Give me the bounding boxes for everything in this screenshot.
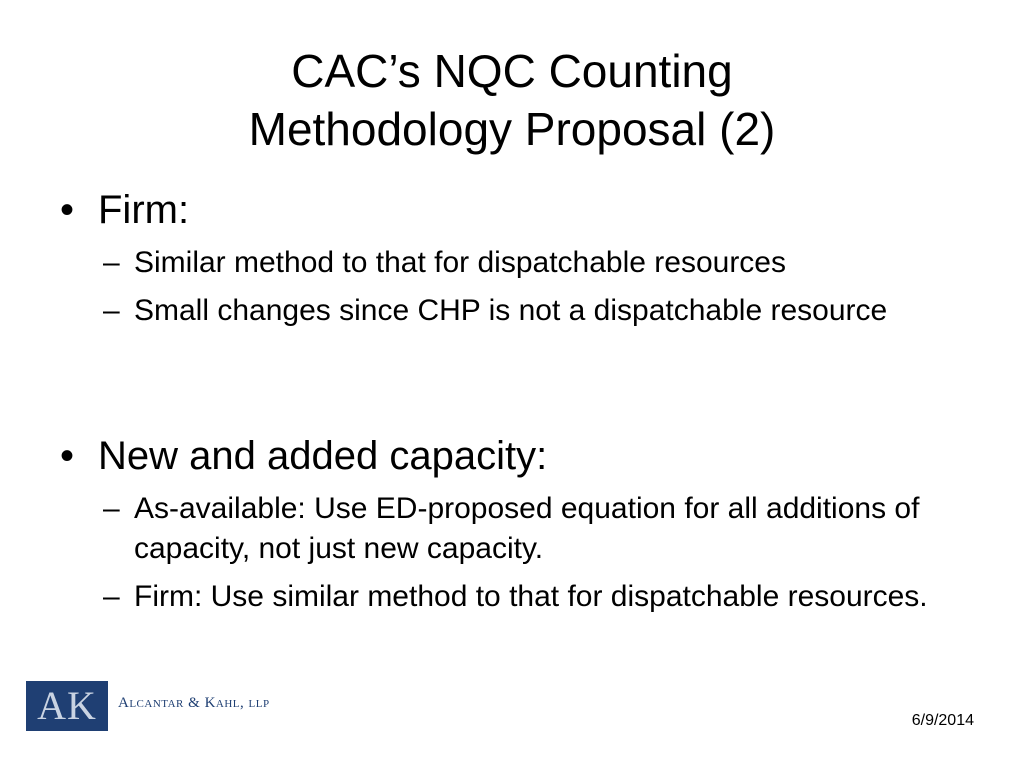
logo-letters: AK	[37, 683, 97, 728]
sub-bullet-marker: –	[103, 294, 120, 327]
sub-bullet-marker: –	[103, 492, 120, 525]
sub-bullet-marker: –	[103, 580, 120, 613]
sub-bullet	[103, 243, 963, 283]
bullet-text: Firm:	[98, 188, 190, 232]
sub-bullet	[103, 291, 923, 331]
slide-date: 6/9/2014	[911, 712, 974, 729]
sub-bullet-text: Similar method to that for dispatchable resources	[134, 246, 786, 279]
bullet-text: New and added capacity:	[98, 434, 548, 478]
sub-bullet-text: As-available: Use ED-proposed equation for all additions of capacity, not just new capacity.	[134, 492, 920, 565]
sub-bullet-text: Small changes since CHP is not a dispatchable resource	[134, 294, 888, 327]
sub-bullet	[103, 489, 923, 569]
sub-bullet-text: Firm: Use similar method to that for dispatchable resources.	[134, 580, 928, 613]
firm-name: Alcantar & Kahl, llp	[118, 695, 270, 711]
slide-title-line-1: CAC’s NQC Counting	[291, 45, 733, 97]
sub-bullet-marker: –	[103, 246, 120, 279]
sub-bullet	[103, 577, 943, 617]
bullet-marker: •	[60, 188, 75, 232]
slide-title-line-2: Methodology Proposal (2)	[248, 103, 776, 155]
firm-logo	[26, 681, 270, 733]
bullet-marker: •	[60, 434, 75, 478]
logo-mark	[26, 681, 108, 731]
